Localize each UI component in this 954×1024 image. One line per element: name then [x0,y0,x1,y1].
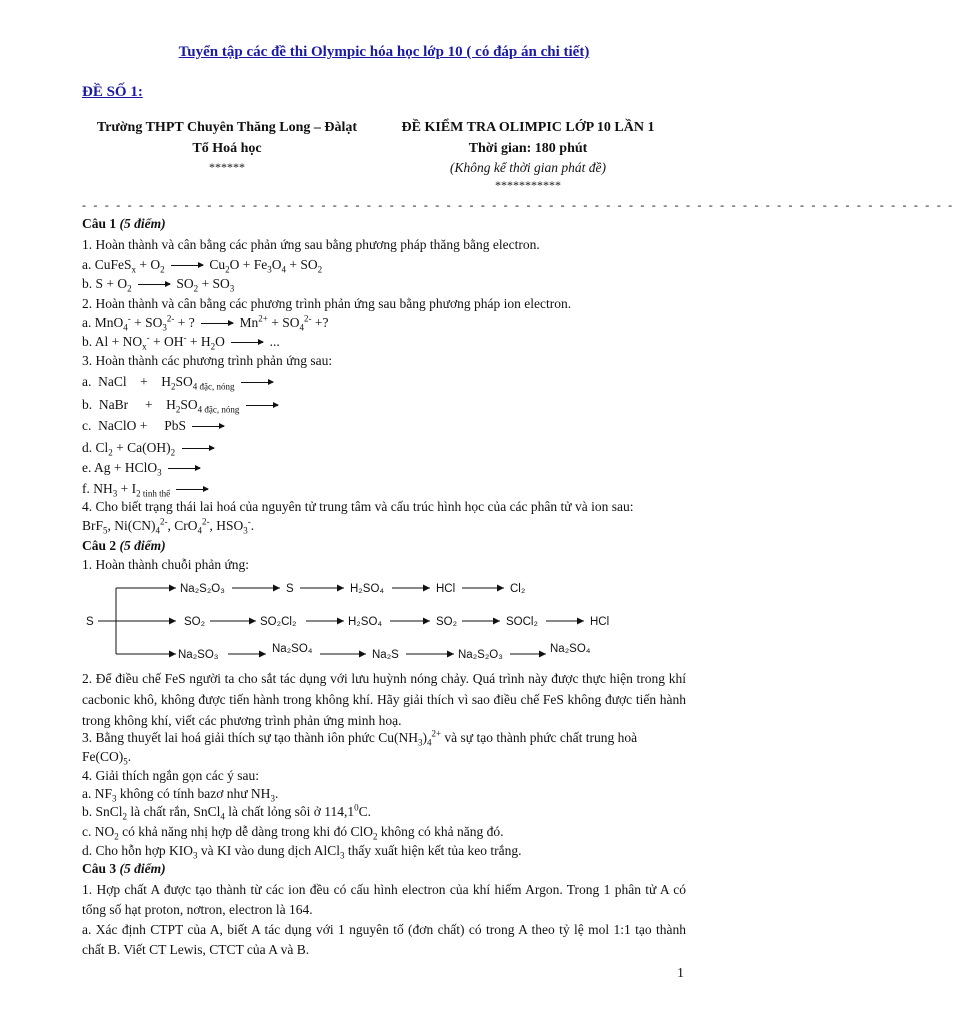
q2-item-b: b. SnCl$_2$ là chất rắn, SnCl$_4$ là chất lỏng sôi ở 114,1$^0$C. [82,802,372,822]
q2-part3: 3. Bằng thuyết lai hoá giải thích sự tạo thành iôn phức $Cu(NH_3)_4^{2+}$ và sự tạo thành phức chất trung hoà [82,728,638,748]
q2-item-a: a. $NF_3$ không có tính bazơ như $NH_3$. [82,786,279,804]
q1-heading [82,216,166,232]
arrow-icon [168,468,200,469]
separator-line: - - - - - - - - - - - - - - - - - - - - - - - - - - - - - - - - - - - - - - - - - - - - - - - - - - - - - - - - - - - - - - - - - - - - - - - - - - - - - [82,198,954,212]
q2-item-d: d. Cho hỗn hợp $KIO_3$ và KI vào dung dịch AlCl$_3$ thấy xuất hiện kết tủa keo trắng. [82,843,522,861]
chain-row3-item-4: Na₂S₂O₃ [458,649,503,661]
chain-row2-item-6: HCl [590,616,610,628]
q2-points: (5 điểm) [119,538,166,553]
q1-eq-3c: c. NaClO + PbS [82,418,227,434]
q2-heading-label: Câu 2 [82,538,117,553]
school-name: Trường THPT Chuyên Thăng Long – Đàlạt [96,120,358,135]
chain-row1-item-3: H₂SO₄ [350,583,385,595]
q1-eq-2b: b. $Al + NO_x^- + OH^- + H_2O$ ... [82,332,280,352]
chain-row2-item-3: H₂SO₄ [348,616,383,628]
q2-item-c: c. $NO_2$ có khả năng nhị hợp dễ dàng trong khi đó ClO$_2$ không có khả năng đó. [82,824,504,842]
chain-row1-item-1: Na₂S₂O₃ [180,583,225,595]
q1-part3: 3. Hoàn thành các phương trình phản ứng sau: [82,353,333,368]
q1-eq-3d: d. $Cl_2 + Ca(OH)_2$ [82,440,217,456]
chain-start: S [86,616,94,628]
q1-eq-3e: e. Ag + HClO$_3$ [82,460,203,476]
q1-part4-species: BrF$_5$, $Ni(CN)_4^{2-}$, CrO$_4^{2-}$, $HSO_3^-$. [82,516,255,536]
arrow-icon [246,405,278,406]
arrow-icon [138,284,170,285]
page-title: Tuyển tập các đề thi Olympic hóa học lớp 10 ( có đáp án chi tiết) [178,44,590,60]
chain-row3-item-1: Na₂SO₃ [178,649,219,661]
chain-row2-item-5: SOCl₂ [506,616,538,628]
q1-part4: 4. Cho biết trạng thái lai hoá của nguyên tử trung tâm và cấu trúc hình học của các phân tử và ion sau: [82,499,634,514]
q1-eq-1b: b. $S + O_2$ $SO_2 + SO_3$ [82,276,235,294]
chain-row1-item-4: HCl [436,583,456,595]
chain-row1-item-5: Cl₂ [510,583,526,595]
arrow-icon [192,426,224,427]
arrow-icon [171,265,203,266]
chain-row1-item-2: S [286,583,294,595]
arrow-icon [241,382,273,383]
arrow-icon [176,489,208,490]
q2-part1: 1. Hoàn thành chuỗi phản ứng: [82,557,250,572]
q1-eq-3a: a. NaCl + $H_2SO_{4 đặc, nóng}$ [82,374,276,390]
q1-eq-1a: a. CuFeS$_x$ + $O_2$ $Cu_2O + Fe_3O_4 + SO_2$ [82,257,323,275]
exam-time: Thời gian: 180 phút [468,141,588,156]
q3-part1a: a. Xác định CTPT của A, biết A tác dụng với 1 nguyên tố (đơn chất) có trong A theo tỷ lệ mol 1:1 tạo thành chất B. Viết CT Lewis, CTCT của A và B. [82,922,686,957]
arrow-icon [201,323,233,324]
arrow-icon [182,448,214,449]
q1-part1: 1. Hoàn thành và cân bằng các phản ứng sau bằng phương pháp thăng bằng electron. [82,237,540,252]
q2-part4: 4. Giải thích ngắn gọn các ý sau: [82,768,259,783]
q1-eq-3b: b. NaBr + $H_2SO_{4 đặc, nóng}$ [82,397,281,413]
stars-right: *********** [495,178,561,192]
department: Tổ Hoá học [192,141,262,156]
exam-number: ĐỀ SỐ 1: [82,84,143,100]
q1-points: (5 điểm) [119,216,166,231]
chain-row3-item-3: Na₂S [372,649,399,661]
exam-title: ĐỀ KIỂM TRA OLIMPIC LỚP 10 LẦN 1 [401,120,655,135]
page-number: 1 [677,966,684,981]
chain-row2-item-1: SO₂ [184,616,206,628]
q1-eq-2a: a. $MnO_4^- + SO_3^{2-}$ + ? $Mn^{2+} + SO_4^{2-}$ +? [82,313,329,333]
stars-left: ****** [209,160,245,174]
q2-heading [82,538,166,554]
arrow-icon [231,342,263,343]
exam-time-note: (Không kể thời gian phát đề) [449,160,607,175]
q1-heading-label: Câu 1 [82,216,117,231]
chain-row3-item-2: Na₂SO₄ [272,643,313,655]
chain-row3-item-5: Na₂SO₄ [550,643,591,655]
chain-row2-item-2: SO₂Cl₂ [260,616,297,628]
chain-row2-item-4: SO₂ [436,616,458,628]
reaction-chain-diagram [80,568,640,664]
q3-heading [82,861,166,877]
q2-part2: 2. Để điều chế FeS người ta cho sắt tác dụng với lưu huỳnh nóng chảy. Quá trình này được thực hiện trong khí cacbonic khô, không được tiến hành trong không khí. Hãy giải thích vì sao điều chế FeS không được tiến hành trong không khí, viết các phương trình phản ứng minh hoạ. [82,671,686,728]
q3-points: (5 điểm) [119,861,166,876]
q3-part1: 1. Hợp chất A được tạo thành từ các ion đều có cấu hình electron của khí hiếm Argon. Trong 1 phân tử A có tổng số hạt proton, nơtron, electron là 164. [82,882,686,917]
q1-eq-3f: f. $NH_3 + I_{2 tinh thể}$ [82,481,211,497]
q3-heading-label: Câu 3 [82,861,117,876]
q1-part2: 2. Hoàn thành và cân bằng các phương trình phản ứng sau bằng phương pháp ion electron. [82,296,572,311]
q2-part3-cont: $Fe(CO)_5$. [82,749,132,767]
